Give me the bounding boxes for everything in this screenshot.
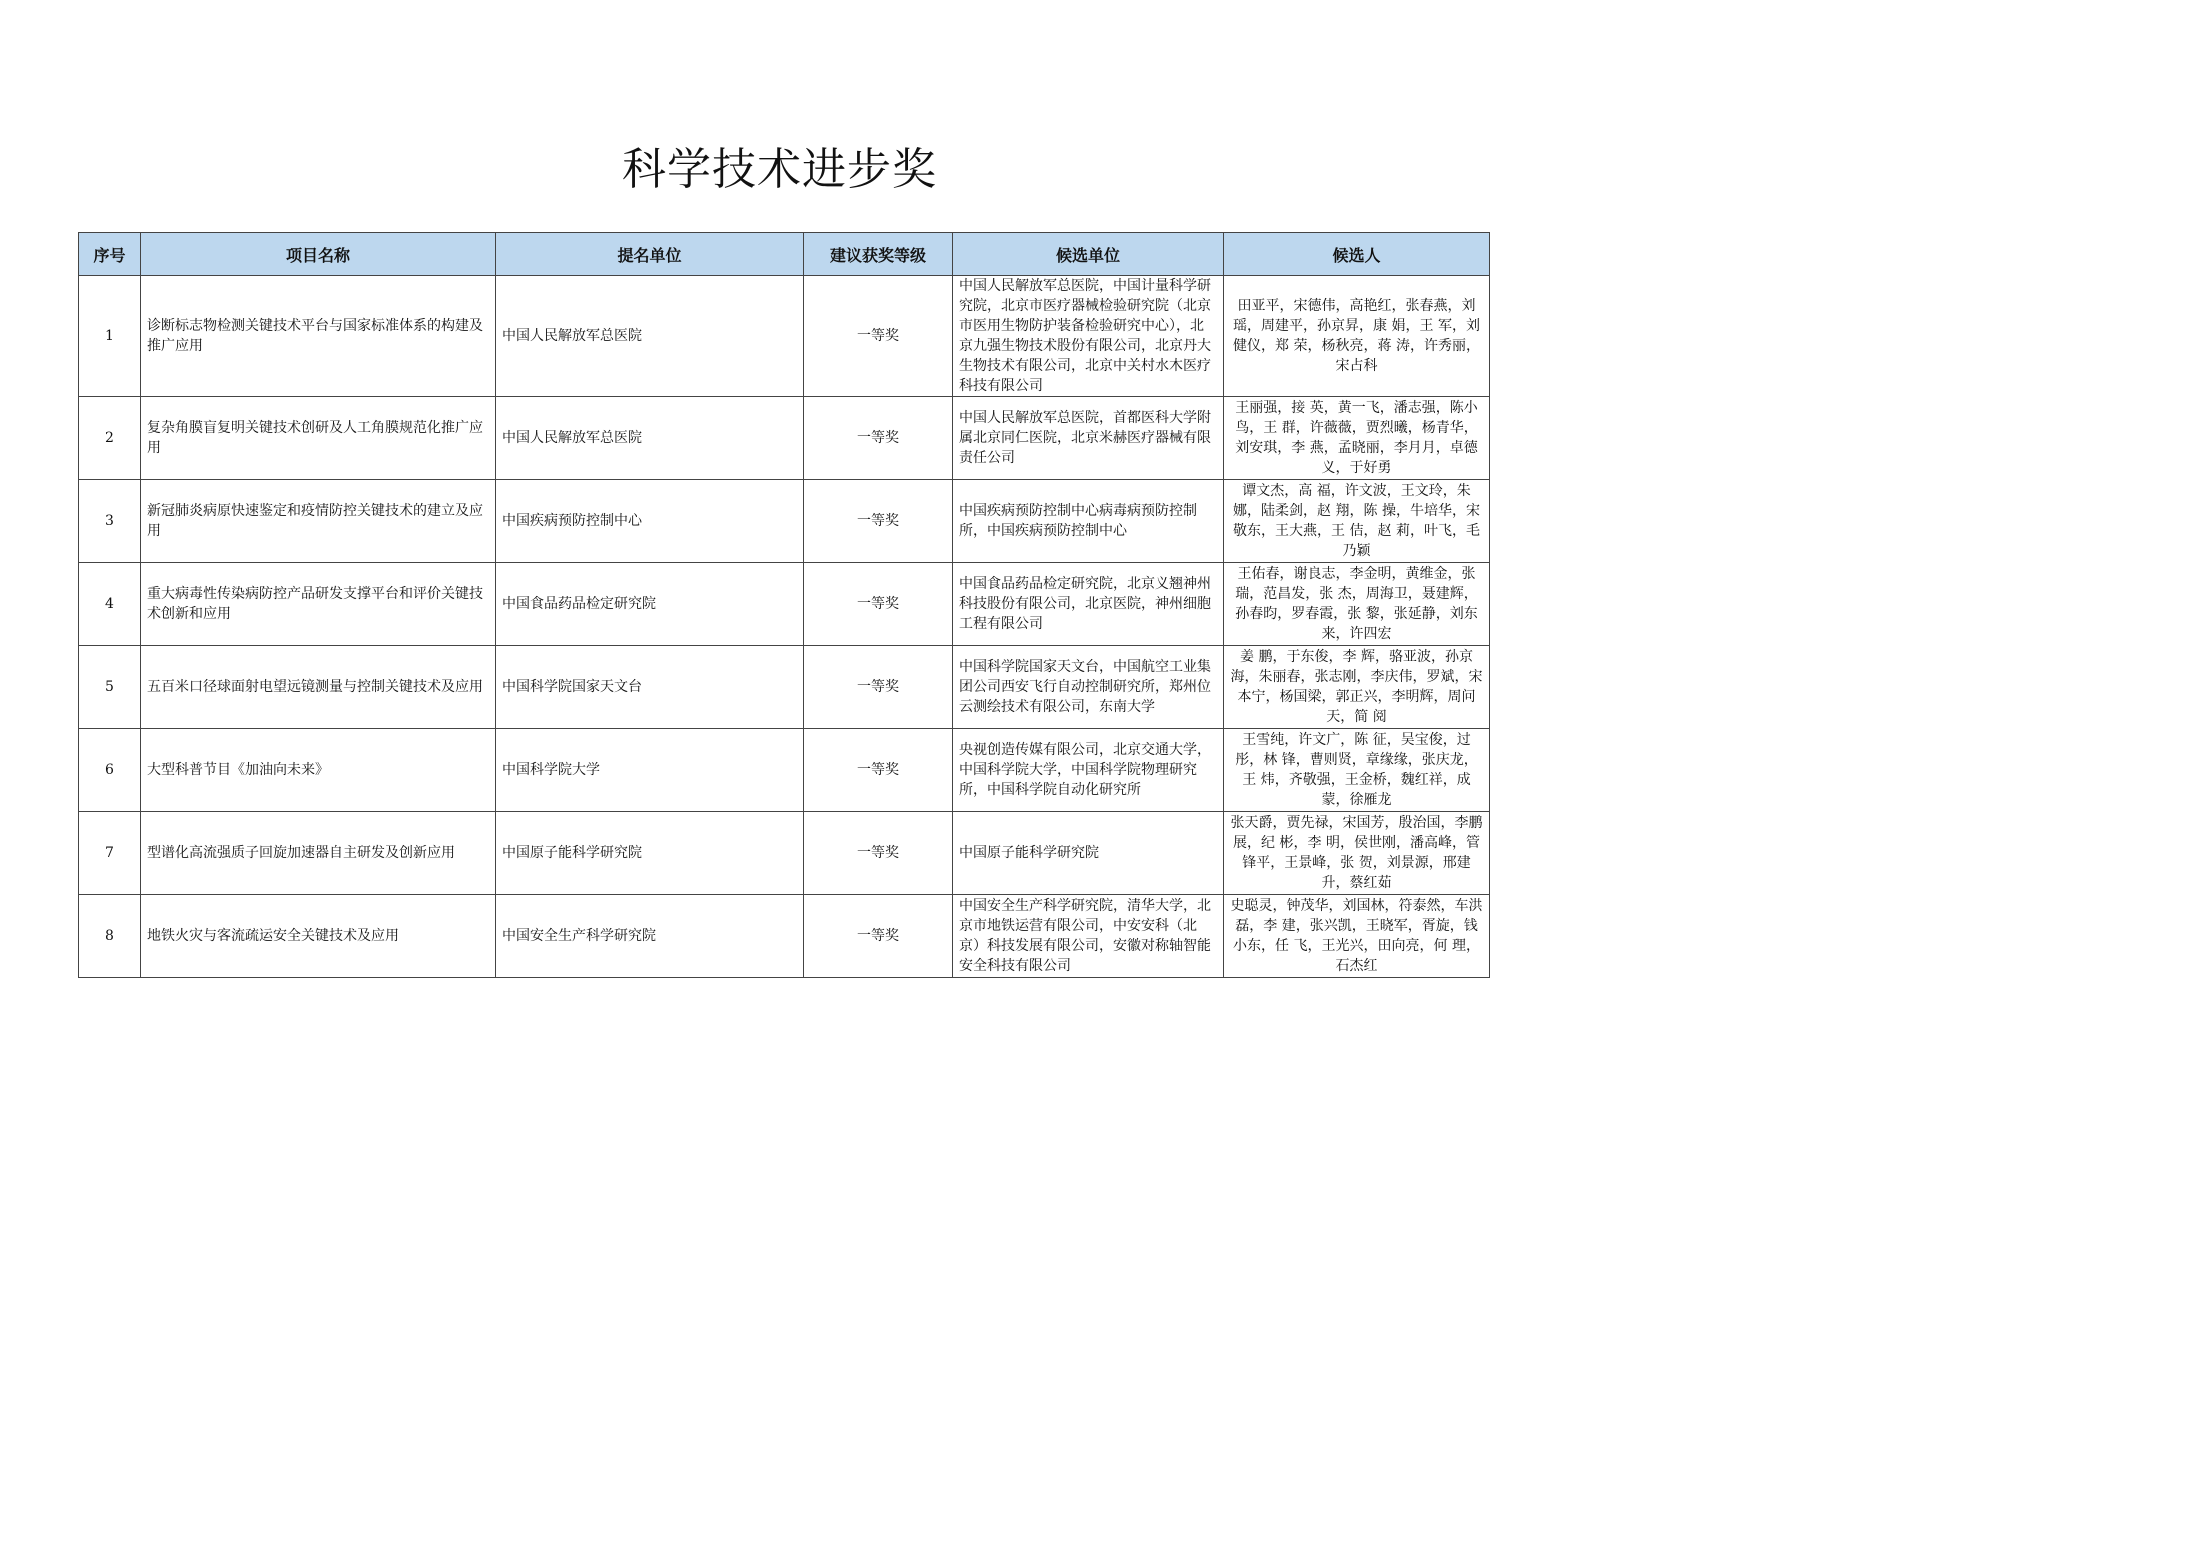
cell-people: 姜 鹏，于东俊，李 辉，骆亚波，孙京海，朱丽春，张志刚，李庆伟，罗斌，宋本宁，杨国梁，郭正兴，李明辉，周问天，简 阅 (1224, 646, 1490, 729)
header-index: 序号 (79, 233, 141, 276)
cell-nominator: 中国科学院大学 (496, 729, 804, 812)
cell-people: 王雪纯，许文广，陈 征，吴宝俊，过彤，林 锋，曹则贤，章缘缘，张庆龙，王 炜，齐敬强，王金桥，魏红祥，成蒙，徐雁龙 (1224, 729, 1490, 812)
page-title: 科学技术进步奖 (622, 144, 937, 195)
header-units: 候选单位 (953, 233, 1224, 276)
cell-nominator: 中国安全生产科学研究院 (496, 895, 804, 978)
header-grade: 建议获奖等级 (804, 233, 953, 276)
cell-project: 新冠肺炎病原快速鉴定和疫情防控关键技术的建立及应用 (141, 480, 496, 563)
cell-grade: 一等奖 (804, 812, 953, 895)
cell-people: 谭文杰，高 福，许文波，王文玲，朱娜，陆柔剑，赵 翔，陈 操，牛培华，宋敬东，王大燕，王 佶，赵 莉，叶飞，毛乃颖 (1224, 480, 1490, 563)
cell-nominator: 中国人民解放军总医院 (496, 397, 804, 480)
cell-grade: 一等奖 (804, 729, 953, 812)
cell-index: 7 (79, 812, 141, 895)
cell-units: 中国人民解放军总医院，首都医科大学附属北京同仁医院，北京米赫医疗器械有限责任公司 (953, 397, 1224, 480)
header-people: 候选人 (1224, 233, 1490, 276)
cell-project: 地铁火灾与客流疏运安全关键技术及应用 (141, 895, 496, 978)
cell-index: 1 (79, 276, 141, 397)
cell-nominator: 中国人民解放军总医院 (496, 276, 804, 397)
cell-units: 中国疾病预防控制中心病毒病预防控制所，中国疾病预防控制中心 (953, 480, 1224, 563)
cell-index: 4 (79, 563, 141, 646)
cell-units: 中国科学院国家天文台，中国航空工业集团公司西安飞行自动控制研究所，郑州位云测绘技术有限公司，东南大学 (953, 646, 1224, 729)
cell-units: 中国人民解放军总医院，中国计量科学研究院，北京市医疗器械检验研究院（北京市医用生物防护装备检验研究中心），北京九强生物技术股份有限公司，北京丹大生物技术有限公司，北京中关村水木医疗科技有限公司 (953, 276, 1224, 397)
cell-grade: 一等奖 (804, 563, 953, 646)
cell-units: 央视创造传媒有限公司，北京交通大学，中国科学院大学，中国科学院物理研究所，中国科学院自动化研究所 (953, 729, 1224, 812)
cell-project: 型谱化高流强质子回旋加速器自主研发及创新应用 (141, 812, 496, 895)
cell-people: 史聪灵，钟茂华，刘国林，符泰然，车洪磊，李 建，张兴凯，王晓军，胥旋，钱小东，任 飞，王光兴，田向亮，何 理，石杰红 (1224, 895, 1490, 978)
header-row (79, 233, 1490, 276)
awards-table (78, 232, 1490, 978)
table-row (79, 812, 1490, 895)
cell-index: 8 (79, 895, 141, 978)
cell-units: 中国食品药品检定研究院，北京义翘神州科技股份有限公司，北京医院，神州细胞工程有限公司 (953, 563, 1224, 646)
cell-grade: 一等奖 (804, 480, 953, 563)
table-row (79, 397, 1490, 480)
cell-project: 诊断标志物检测关键技术平台与国家标准体系的构建及推广应用 (141, 276, 496, 397)
cell-index: 3 (79, 480, 141, 563)
cell-index: 6 (79, 729, 141, 812)
cell-project: 五百米口径球面射电望远镜测量与控制关键技术及应用 (141, 646, 496, 729)
cell-nominator: 中国科学院国家天文台 (496, 646, 804, 729)
table-row (79, 895, 1490, 978)
cell-grade: 一等奖 (804, 397, 953, 480)
header-nominator: 提名单位 (496, 233, 804, 276)
cell-units: 中国安全生产科学研究院，清华大学，北京市地铁运营有限公司，中安安科（北京）科技发展有限公司，安徽对称轴智能安全科技有限公司 (953, 895, 1224, 978)
cell-people: 王佑春，谢良志，李金明，黄维金，张瑞，范昌发，张 杰，周海卫，聂建辉，孙春昀，罗春霞，张 黎，张延静，刘东来，许四宏 (1224, 563, 1490, 646)
cell-grade: 一等奖 (804, 276, 953, 397)
cell-nominator: 中国疾病预防控制中心 (496, 480, 804, 563)
header-project: 项目名称 (141, 233, 496, 276)
cell-people: 田亚平，宋德伟，高艳红，张春燕，刘瑶，周建平，孙京昇，康 娟，王 军，刘健仪，郑 荣，杨秋亮，蒋 涛，许秀丽，宋占科 (1224, 276, 1490, 397)
cell-people: 张天爵，贾先禄，宋国芳，殷治国，李鹏展，纪 彬，李 明，侯世刚，潘高峰，管锋平，王景峰，张 贺，刘景源，邢建升，蔡红茹 (1224, 812, 1490, 895)
cell-index: 2 (79, 397, 141, 480)
table-row (79, 729, 1490, 812)
cell-project: 复杂角膜盲复明关键技术创研及人工角膜规范化推广应用 (141, 397, 496, 480)
cell-nominator: 中国原子能科学研究院 (496, 812, 804, 895)
table-row (79, 563, 1490, 646)
table-row (79, 646, 1490, 729)
cell-grade: 一等奖 (804, 895, 953, 978)
table-row (79, 480, 1490, 563)
cell-project: 重大病毒性传染病防控产品研发支撑平台和评价关键技术创新和应用 (141, 563, 496, 646)
cell-nominator: 中国食品药品检定研究院 (496, 563, 804, 646)
cell-people: 王丽强，接 英，黄一飞，潘志强，陈小鸟，王 群，许薇薇，贾烈曦，杨青华，刘安琪，李 燕，孟晓丽，李月月，卓德义，于好勇 (1224, 397, 1490, 480)
cell-units: 中国原子能科学研究院 (953, 812, 1224, 895)
table-row (79, 276, 1490, 397)
cell-index: 5 (79, 646, 141, 729)
cell-project: 大型科普节目《加油向未来》 (141, 729, 496, 812)
cell-grade: 一等奖 (804, 646, 953, 729)
